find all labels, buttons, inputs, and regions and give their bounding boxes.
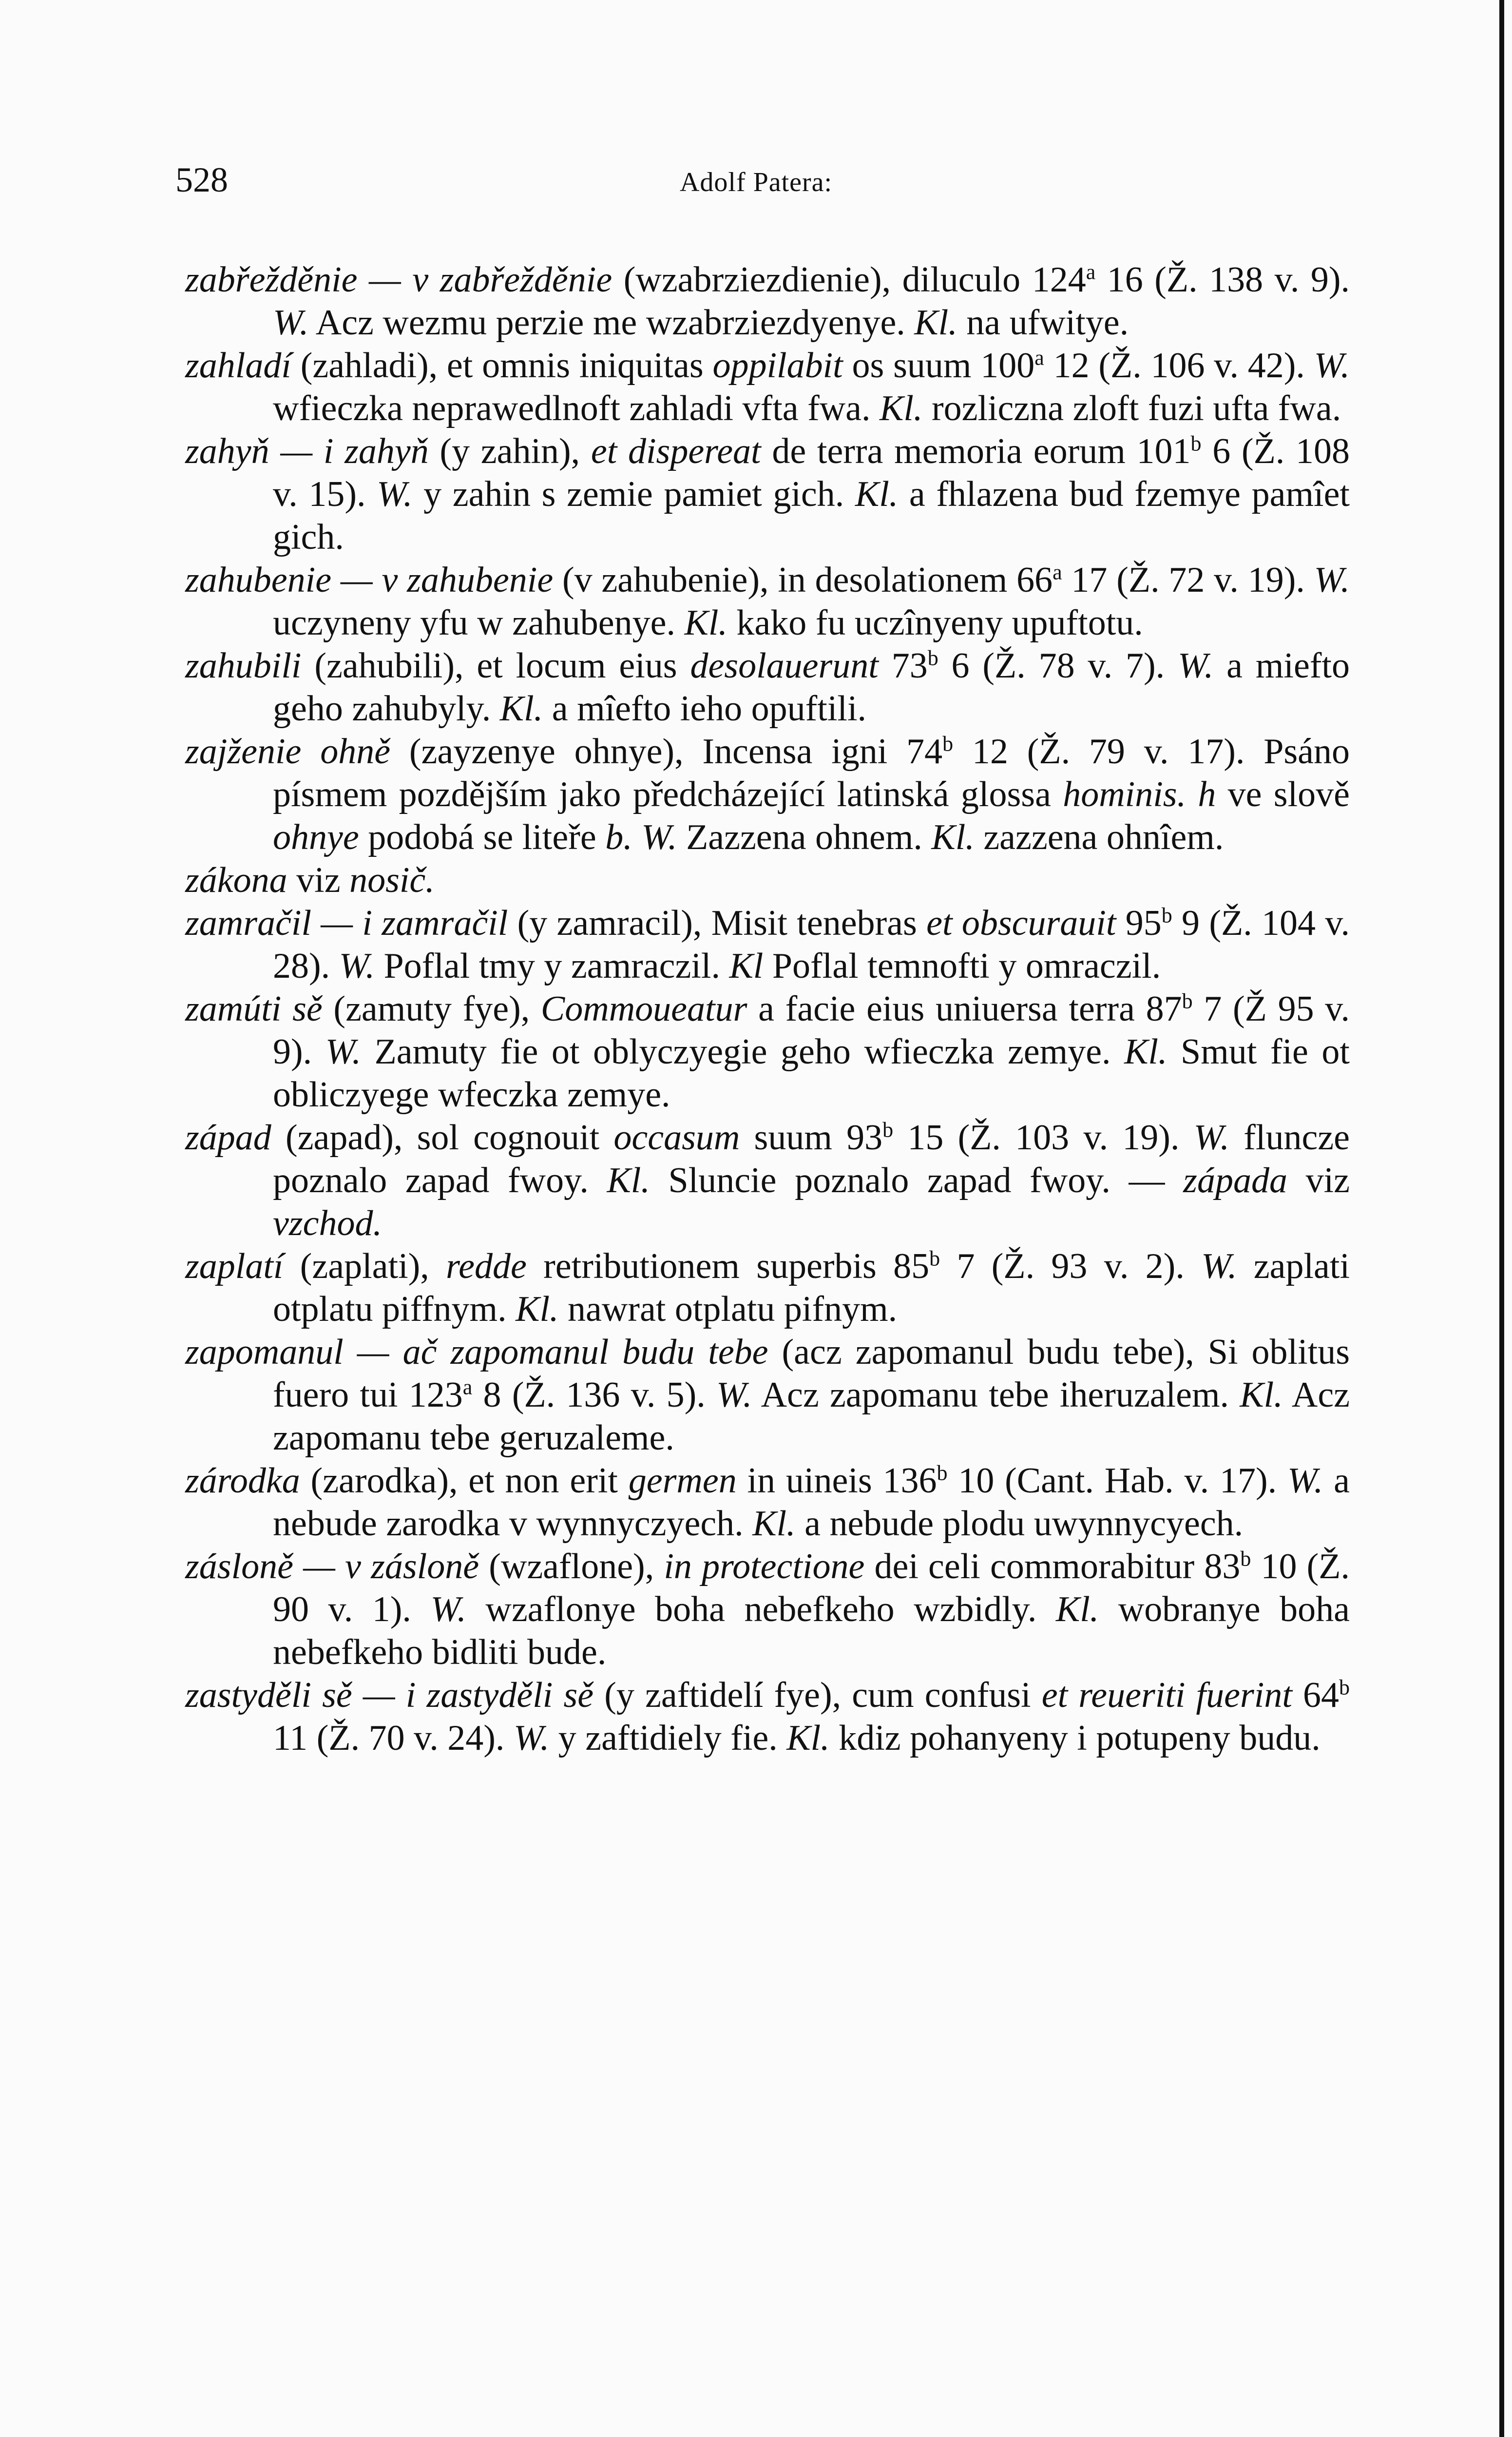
- dictionary-entries: [185, 258, 1350, 1760]
- dictionary-entry: zaplatí (zaplati), redde retributionem superbis 85$^b$ 7 (Ž. 93 v. 2). W. zaplati otplatu piffnym. Kl. nawrat otplatu pifnym.: [185, 1246, 1350, 1329]
- dictionary-entry: západ (zapad), sol cognouit occasum suum 93$^b$ 15 (Ž. 103 v. 19). W. fluncze poznalo zapad fwoy. Kl. Sluncie poznalo zapad fwoy. — západa viz vzchod.: [185, 1118, 1350, 1243]
- dictionary-entry: zapomanul — ač zapomanul budu tebe (acz zapomanul budu tebe), Si oblitus fuero tui 123$^a$ 8 (Ž. 136 v. 5). W. Acz zapomanu tebe iheruzalem. Kl. Acz zapomanu tebe geruzaleme.: [185, 1332, 1350, 1458]
- page-header: [175, 160, 1337, 204]
- dictionary-entry: zastyděli sě — i zastyděli sě (y zaftidelí fye), cum confusi et reueriti fuerint 64$^b$ 11 (Ž. 70 v. 24). W. y zaftidiely fie. Kl. kdiz pohanyeny i potupeny budu.: [185, 1675, 1350, 1758]
- dictionary-entry: zamračil — i zamračil (y zamracil), Misit tenebras et obscurauit 95$^b$ 9 (Ž. 104 v. 28). W. Poflal tmy y zamraczil. Kl Poflal temnofti y omraczil.: [185, 903, 1350, 986]
- running-title: Adolf Patera:: [679, 167, 833, 197]
- scan-edge-line: [1499, 0, 1504, 2437]
- dictionary-entry: zahyň — i zahyň (y zahin), et dispereat de terra memoria eorum 101$^b$ 6 (Ž. 108 v. 15). W. y zahin s zemie pamiet gich. Kl. a fhlazena bud fzemye pamîet gich.: [185, 431, 1350, 557]
- dictionary-entry: zásloně — v zásloně (wzaflone), in protectione dei celi commorabitur 83$^b$ 10 (Ž. 90 v. 1). W. wzaflonye boha nebefkeho wzbidly. Kl. wobranye boha nebefkeho bidliti bude.: [185, 1547, 1350, 1672]
- dictionary-entry: zárodka (zarodka), et non erit germen in uineis 136$^b$ 10 (Cant. Hab. v. 17). W. a nebude zarodka v wynnyczyech. Kl. a nebude plodu uwynnycyech.: [185, 1461, 1350, 1544]
- dictionary-entry: zahladí (zahladi), et omnis iniquitas oppilabit os suum 100$^a$ 12 (Ž. 106 v. 42). W. wfieczka neprawedlnoft zahladi vfta fwa. Kl. rozliczna zloft fuzi ufta fwa.: [185, 346, 1350, 428]
- dictionary-entry: zamúti sě (zamuty fye), Commoueatur a facie eius uniuersa terra 87$^b$ 7 (Ž 95 v. 9). W. Zamuty fie ot oblyczyegie geho wfieczka zemye. Kl. Smut fie ot obliczyege wfeczka zemye.: [185, 989, 1350, 1115]
- dictionary-entry: zajženie ohně (zayzenye ohnye), Incensa igni 74$^b$ 12 (Ž. 79 v. 17). Psáno písmem pozdějším jako předcházející latinská glossa hominis. h ve slově ohnye podobá se liteře b. W. Zazzena ohnem. Kl. zazzena ohnîem.: [185, 732, 1350, 857]
- dictionary-entry: zabřežděnie — v zabřežděnie (wzabrziezdienie), diluculo 124$^a$ 16 (Ž. 138 v. 9). W. Acz wezmu perzie me wzabrziezdyenye. Kl. na ufwitye.: [185, 260, 1350, 343]
- page-number: 528: [175, 160, 228, 199]
- dictionary-entry: zahubili (zahubili), et locum eius desolauerunt 73$^b$ 6 (Ž. 78 v. 7). W. a miefto geho zahubyly. Kl. a mîefto ieho opuftili.: [185, 646, 1350, 729]
- dictionary-entry: zahubenie — v zahubenie (v zahubenie), in desolationem 66$^a$ 17 (Ž. 72 v. 19). W. uczyneny yfu w zahubenye. Kl. kako fu uczînyeny upuftotu.: [185, 560, 1350, 643]
- dictionary-entry: zákona viz nosič.: [185, 860, 435, 900]
